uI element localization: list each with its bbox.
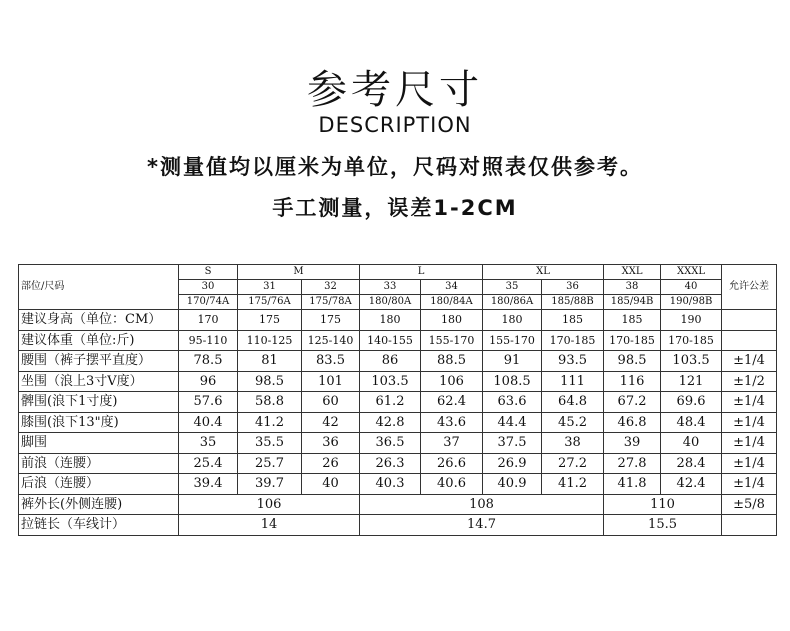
measurement-value-cell: 42.8 xyxy=(360,412,421,433)
measurement-row xyxy=(19,433,777,454)
measurement-row xyxy=(19,330,777,351)
size-code-cell: 185/94B xyxy=(604,295,661,310)
size-chart-table xyxy=(18,264,777,536)
measurement-value-cell: 41.2 xyxy=(238,412,302,433)
size-group-cell: S xyxy=(179,265,238,280)
measurement-value-cell: 103.5 xyxy=(661,351,722,372)
measurement-value-cell: 78.5 xyxy=(179,351,238,372)
measurement-row xyxy=(19,351,777,372)
measurement-value-cell: 95-110 xyxy=(179,330,238,351)
measurement-label-cell: 坐围（浪上3寸V度） xyxy=(19,371,179,392)
measurement-value-cell: 26.9 xyxy=(483,453,542,474)
measurement-value-cell: 38 xyxy=(542,433,604,454)
measurement-value-cell: 48.4 xyxy=(661,412,722,433)
measurement-label-cell: 裤外长(外侧连腰) xyxy=(19,494,179,515)
tolerance-cell: ±1/4 xyxy=(722,474,777,495)
merged-measurement-row xyxy=(19,515,777,536)
size-group-cell: L xyxy=(360,265,483,280)
measurement-value-cell: 36 xyxy=(302,433,360,454)
size-number-cell: 31 xyxy=(238,280,302,295)
measurement-value-cell: 60 xyxy=(302,392,360,413)
size-number-cell: 34 xyxy=(421,280,483,295)
measurement-value-cell: 58.8 xyxy=(238,392,302,413)
measurement-value-cell: 27.8 xyxy=(604,453,661,474)
measurement-value-cell: 40.9 xyxy=(483,474,542,495)
measurement-value-cell: 62.4 xyxy=(421,392,483,413)
merged-value-cell: 14 xyxy=(179,515,360,536)
measurement-value-cell: 140-155 xyxy=(360,330,421,351)
measurement-value-cell: 39 xyxy=(604,433,661,454)
merged-measurement-row xyxy=(19,494,777,515)
measurement-label-cell: 脚围 xyxy=(19,433,179,454)
measurement-value-cell: 96 xyxy=(179,371,238,392)
measurement-value-cell: 46.8 xyxy=(604,412,661,433)
error-note: 手工测量，误差1-2CM xyxy=(272,196,518,220)
measurement-value-cell: 170-185 xyxy=(542,330,604,351)
size-group-cell: XXL xyxy=(604,265,661,280)
measurement-value-cell: 190 xyxy=(661,310,722,331)
measurement-value-cell: 44.4 xyxy=(483,412,542,433)
measurement-label-cell: 前浪（连腰） xyxy=(19,453,179,474)
measurement-value-cell: 41.2 xyxy=(542,474,604,495)
measurement-value-cell: 108.5 xyxy=(483,371,542,392)
tolerance-cell: ±1/4 xyxy=(722,433,777,454)
size-code-cell: 190/98B xyxy=(661,295,722,310)
measurement-value-cell: 121 xyxy=(661,371,722,392)
measurement-row xyxy=(19,412,777,433)
measurement-value-cell: 39.7 xyxy=(238,474,302,495)
measurement-row xyxy=(19,310,777,331)
measurement-value-cell: 40.6 xyxy=(421,474,483,495)
measurement-value-cell: 25.4 xyxy=(179,453,238,474)
measurement-value-cell: 175 xyxy=(238,310,302,331)
measurement-value-cell: 40 xyxy=(661,433,722,454)
header-label-cell: 部位/尺码 xyxy=(19,265,179,310)
measurement-label-cell: 腰围（裤子摆平直度） xyxy=(19,351,179,372)
measurement-value-cell: 98.5 xyxy=(604,351,661,372)
measurement-value-cell: 40 xyxy=(302,474,360,495)
measurement-row xyxy=(19,371,777,392)
tolerance-cell xyxy=(722,515,777,536)
measurement-value-cell: 45.2 xyxy=(542,412,604,433)
size-code-cell: 180/86A xyxy=(483,295,542,310)
size-code-cell: 185/88B xyxy=(542,295,604,310)
measurement-value-cell: 36.5 xyxy=(360,433,421,454)
measurement-value-cell: 170-185 xyxy=(604,330,661,351)
tolerance-cell: ±1/4 xyxy=(722,392,777,413)
merged-value-cell: 14.7 xyxy=(360,515,604,536)
size-number-cell: 35 xyxy=(483,280,542,295)
size-number-cell: 38 xyxy=(604,280,661,295)
measurement-value-cell: 35.5 xyxy=(238,433,302,454)
measurement-value-cell: 98.5 xyxy=(238,371,302,392)
merged-value-cell: 15.5 xyxy=(604,515,722,536)
size-code-cell: 170/74A xyxy=(179,295,238,310)
merged-value-cell: 108 xyxy=(360,494,604,515)
measurement-value-cell: 61.2 xyxy=(360,392,421,413)
size-chart-body xyxy=(19,265,777,536)
size-number-cell: 40 xyxy=(661,280,722,295)
measurement-value-cell: 67.2 xyxy=(604,392,661,413)
measurement-value-cell: 170 xyxy=(179,310,238,331)
page-subtitle: DESCRIPTION xyxy=(318,113,472,137)
measurement-value-cell: 35 xyxy=(179,433,238,454)
measurement-value-cell: 170-185 xyxy=(661,330,722,351)
measurement-value-cell: 26 xyxy=(302,453,360,474)
size-number-cell: 30 xyxy=(179,280,238,295)
measurement-label-cell: 后浪（连腰） xyxy=(19,474,179,495)
measurement-value-cell: 28.4 xyxy=(661,453,722,474)
measurement-value-cell: 155-170 xyxy=(421,330,483,351)
size-group-cell: XXXL xyxy=(661,265,722,280)
measurement-value-cell: 93.5 xyxy=(542,351,604,372)
merged-value-cell: 106 xyxy=(179,494,360,515)
measurement-label-cell: 拉链长（车线计） xyxy=(19,515,179,536)
measurement-value-cell: 37 xyxy=(421,433,483,454)
measurement-value-cell: 180 xyxy=(421,310,483,331)
measurement-value-cell: 155-170 xyxy=(483,330,542,351)
tolerance-cell: ±5/8 xyxy=(722,494,777,515)
size-number-cell: 32 xyxy=(302,280,360,295)
measurement-value-cell: 42 xyxy=(302,412,360,433)
measurement-value-cell: 27.2 xyxy=(542,453,604,474)
measurement-value-cell: 110-125 xyxy=(238,330,302,351)
size-number-cell: 36 xyxy=(542,280,604,295)
measurement-value-cell: 40.3 xyxy=(360,474,421,495)
size-code-cell: 175/76A xyxy=(238,295,302,310)
measurement-value-cell: 185 xyxy=(542,310,604,331)
tolerance-cell: ±1/4 xyxy=(722,351,777,372)
measurement-value-cell: 83.5 xyxy=(302,351,360,372)
tolerance-header-cell: 允许公差 xyxy=(722,265,777,310)
merged-value-cell: 110 xyxy=(604,494,722,515)
measurement-value-cell: 180 xyxy=(360,310,421,331)
tolerance-cell: ±1/4 xyxy=(722,453,777,474)
measurement-value-cell: 42.4 xyxy=(661,474,722,495)
measurement-value-cell: 125-140 xyxy=(302,330,360,351)
measurement-value-cell: 116 xyxy=(604,371,661,392)
measurement-value-cell: 103.5 xyxy=(360,371,421,392)
measurement-value-cell: 26.3 xyxy=(360,453,421,474)
measurement-value-cell: 41.8 xyxy=(604,474,661,495)
measurement-value-cell: 37.5 xyxy=(483,433,542,454)
measurement-note: *测量值均以厘米为单位，尺码对照表仅供参考。 xyxy=(147,155,643,179)
tolerance-cell xyxy=(722,330,777,351)
measurement-value-cell: 111 xyxy=(542,371,604,392)
measurement-value-cell: 43.6 xyxy=(421,412,483,433)
page-title: 参考尺寸 xyxy=(307,67,483,113)
tolerance-cell xyxy=(722,310,777,331)
measurement-value-cell: 91 xyxy=(483,351,542,372)
measurement-label-cell: 建议体重（单位:斤) xyxy=(19,330,179,351)
measurement-value-cell: 40.4 xyxy=(179,412,238,433)
size-group-cell: M xyxy=(238,265,360,280)
measurement-row xyxy=(19,453,777,474)
size-number-cell: 33 xyxy=(360,280,421,295)
measurement-value-cell: 180 xyxy=(483,310,542,331)
measurement-value-cell: 57.6 xyxy=(179,392,238,413)
tolerance-cell: ±1/4 xyxy=(722,412,777,433)
measurement-value-cell: 175 xyxy=(302,310,360,331)
size-code-cell: 180/84A xyxy=(421,295,483,310)
measurement-value-cell: 101 xyxy=(302,371,360,392)
size-group-row xyxy=(19,265,777,280)
size-code-cell: 175/78A xyxy=(302,295,360,310)
measurement-row xyxy=(19,474,777,495)
measurement-value-cell: 185 xyxy=(604,310,661,331)
measurement-value-cell: 88.5 xyxy=(421,351,483,372)
measurement-row xyxy=(19,392,777,413)
measurement-label-cell: 建议身高（单位：CM） xyxy=(19,310,179,331)
measurement-label-cell: 髀围(浪下1寸度) xyxy=(19,392,179,413)
measurement-value-cell: 39.4 xyxy=(179,474,238,495)
size-group-cell: XL xyxy=(483,265,604,280)
measurement-value-cell: 26.6 xyxy=(421,453,483,474)
measurement-value-cell: 81 xyxy=(238,351,302,372)
measurement-value-cell: 64.8 xyxy=(542,392,604,413)
measurement-value-cell: 25.7 xyxy=(238,453,302,474)
measurement-value-cell: 86 xyxy=(360,351,421,372)
tolerance-cell: ±1/2 xyxy=(722,371,777,392)
measurement-value-cell: 106 xyxy=(421,371,483,392)
size-code-cell: 180/80A xyxy=(360,295,421,310)
measurement-value-cell: 69.6 xyxy=(661,392,722,413)
measurement-value-cell: 63.6 xyxy=(483,392,542,413)
measurement-label-cell: 膝围(浪下13"度) xyxy=(19,412,179,433)
